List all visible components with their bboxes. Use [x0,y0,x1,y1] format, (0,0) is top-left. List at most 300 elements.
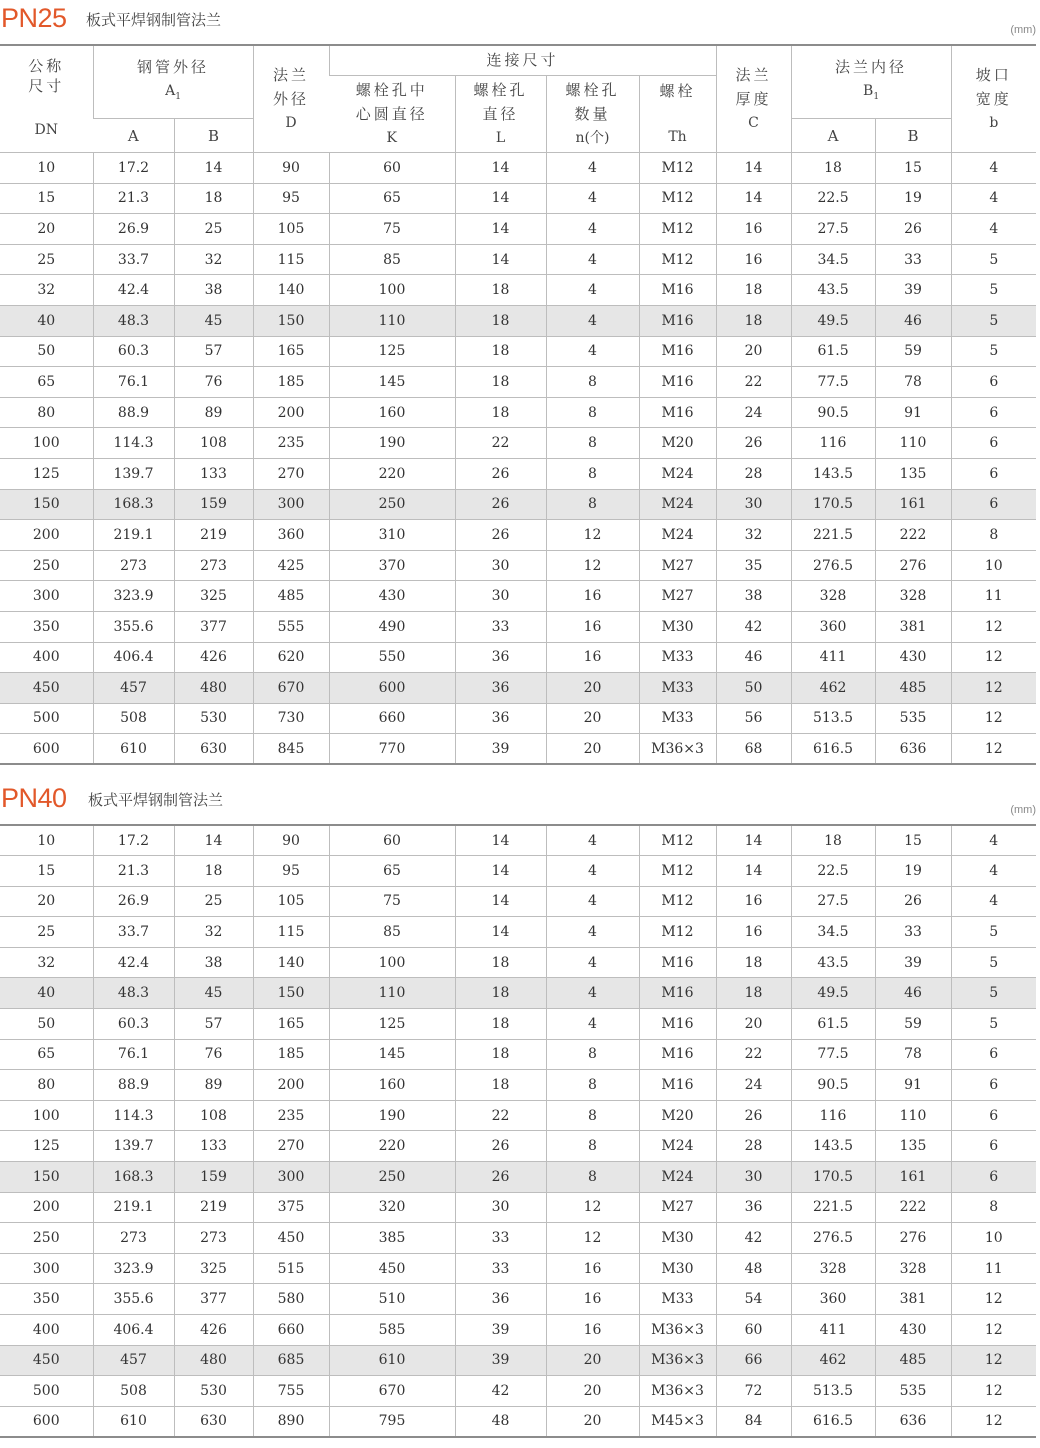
bolt-circle-header [329,75,455,153]
pipe-od-b-cell: 25 [174,886,253,917]
pipe-od-a-cell: 17.2 [93,825,174,856]
bolt-count-cell: 20 [546,734,639,765]
flange-id-col-a: A [791,119,875,153]
dn-cell: 65 [0,367,93,398]
bolt-hole-cell: 30 [455,1192,546,1223]
bevel-cell: 6 [951,458,1036,489]
flange-id-a-cell: 27.5 [791,886,875,917]
bolt-hole-header [455,75,546,153]
pipe-od-b-cell: 273 [174,1223,253,1254]
flange-id-a-cell: 276.5 [791,1223,875,1254]
bolt-hole-cell: 18 [455,1070,546,1101]
bolt-count-cell: 12 [546,520,639,551]
flange-od-cell: 270 [253,1131,329,1162]
flange-id-b-cell: 46 [875,978,951,1009]
flange-od-cell: 165 [253,336,329,367]
flange-id-a-cell: 170.5 [791,489,875,520]
flange-od-cell: 425 [253,550,329,581]
bevel-cell: 5 [951,275,1036,306]
flange-id-a-cell: 27.5 [791,214,875,245]
bolt-hole-cell: 18 [455,397,546,428]
pipe-od-b-cell: 57 [174,1009,253,1040]
flange-id-b-cell: 222 [875,520,951,551]
bevel-cell: 5 [951,978,1036,1009]
thickness-cell: 72 [716,1376,791,1407]
thickness-cell: 14 [716,153,791,184]
bevel-cell: 12 [951,1315,1036,1346]
flange-od-cell: 165 [253,1009,329,1040]
pipe-od-header-label: 钢管外径 [137,58,210,77]
thickness-cell: 36 [716,1192,791,1223]
dn-cell: 200 [0,1192,93,1223]
thickness-cell: 14 [716,183,791,214]
bolt-count-cell: 8 [546,1131,639,1162]
flange-id-header-symbol: $B_1$ [863,83,880,102]
flange-id-b-cell: 59 [875,336,951,367]
dn-header [0,45,93,153]
bevel-cell: 12 [951,1376,1036,1407]
thickness-cell: 28 [716,1131,791,1162]
flange-od-cell: 150 [253,978,329,1009]
flange-id-b-cell: 39 [875,275,951,306]
pipe-od-b-cell: 219 [174,520,253,551]
flange-od-cell: 200 [253,1070,329,1101]
table-row [0,1162,1036,1193]
dn-cell: 400 [0,1315,93,1346]
bolt-circle-cell: 145 [329,367,455,398]
pn40-unit: (mm) [1010,804,1036,816]
flange-id-a-cell: 116 [791,428,875,459]
bolt-count-cell: 20 [546,1376,639,1407]
bevel-cell: 12 [951,673,1036,704]
flange-id-a-cell: 462 [791,673,875,704]
pipe-od-b-cell: 630 [174,1406,253,1437]
dn-cell: 450 [0,1345,93,1376]
table-row [0,367,1036,398]
pipe-od-a-cell: 273 [93,1223,174,1254]
bolt-count-cell: 16 [546,581,639,612]
dn-cell: 32 [0,275,93,306]
table-row [0,1070,1036,1101]
flange-id-b-cell: 430 [875,642,951,673]
flange-id-b-cell: 91 [875,397,951,428]
table-row [0,397,1036,428]
thickness-cell: 54 [716,1284,791,1315]
bolt-hole-cell: 18 [455,1039,546,1070]
pipe-od-b-cell: 377 [174,611,253,642]
bolt-cell: M24 [639,1162,716,1193]
pipe-od-b-cell: 133 [174,1131,253,1162]
bolt-hole-cell: 30 [455,550,546,581]
pipe-od-a-cell: 76.1 [93,1039,174,1070]
flange-od-cell: 140 [253,275,329,306]
pipe-od-b-cell: 159 [174,489,253,520]
bolt-count-cell: 8 [546,1162,639,1193]
bolt-hole-cell: 39 [455,734,546,765]
bolt-cell: M12 [639,153,716,184]
table-row [0,1406,1036,1437]
table-row [0,1192,1036,1223]
pipe-od-a-cell: 355.6 [93,1284,174,1315]
pipe-od-a-cell: 406.4 [93,642,174,673]
bevel-cell: 4 [951,153,1036,184]
bolt-cell: M16 [639,1009,716,1040]
bolt-circle-cell: 75 [329,214,455,245]
bolt-count-cell: 16 [546,1253,639,1284]
flange-id-a-cell: 90.5 [791,1070,875,1101]
bolt-hole-cell: 14 [455,856,546,887]
flange-id-header-label: 法兰内径 [835,58,908,77]
flange-od-cell: 105 [253,214,329,245]
bolt-count-cell: 12 [546,550,639,581]
pipe-od-a-cell: 139.7 [93,1131,174,1162]
bolt-hole-cell: 18 [455,1009,546,1040]
bolt-cell: M36×3 [639,1345,716,1376]
pn40-label: PN40 [1,783,67,813]
pipe-od-a-cell: 168.3 [93,1162,174,1193]
flange-od-cell: 300 [253,1162,329,1193]
flange-id-b-cell: 33 [875,917,951,948]
pipe-od-b-cell: 325 [174,1253,253,1284]
dn-cell: 400 [0,642,93,673]
flange-od-header [253,45,329,153]
pipe-od-a-cell: 26.9 [93,214,174,245]
bolt-cell: M12 [639,214,716,245]
bevel-cell: 6 [951,367,1036,398]
flange-id-a-cell: 276.5 [791,550,875,581]
bolt-circle-cell: 85 [329,917,455,948]
bolt-count-cell: 4 [546,856,639,887]
thickness-cell: 24 [716,397,791,428]
bolt-hole-cell: 33 [455,1253,546,1284]
bolt-cell: M36×3 [639,1315,716,1346]
dn-cell: 100 [0,428,93,459]
table-row [0,336,1036,367]
bolt-cell: M30 [639,611,716,642]
dn-cell: 25 [0,244,93,275]
pipe-od-b-cell: 14 [174,825,253,856]
dn-cell: 40 [0,978,93,1009]
dn-cell: 15 [0,856,93,887]
table-row [0,520,1036,551]
bolt-hole-cell: 30 [455,581,546,612]
flange-od-header-symbol: D [285,115,297,131]
pipe-od-a-cell: 139.7 [93,458,174,489]
bolt-hole-cell: 36 [455,642,546,673]
bolt-hole-cell: 18 [455,275,546,306]
table-row [0,673,1036,704]
bolt-hole-cell: 42 [455,1376,546,1407]
pipe-od-header [93,45,253,119]
dn-cell: 50 [0,336,93,367]
pipe-od-a-cell: 457 [93,673,174,704]
flange-id-b-cell: 485 [875,1345,951,1376]
pipe-od-a-cell: 48.3 [93,978,174,1009]
thickness-header-label: 法兰厚度 [735,66,772,108]
thickness-cell: 84 [716,1406,791,1437]
flange-id-b-cell: 161 [875,1162,951,1193]
pipe-od-b-cell: 57 [174,336,253,367]
flange-od-cell: 185 [253,367,329,398]
flange-id-b-cell: 26 [875,214,951,245]
thickness-cell: 18 [716,305,791,336]
bevel-cell: 12 [951,1284,1036,1315]
bolt-count-cell: 4 [546,947,639,978]
bolt-circle-cell: 370 [329,550,455,581]
dn-cell: 10 [0,825,93,856]
flange-id-a-cell: 61.5 [791,1009,875,1040]
pipe-od-b-cell: 480 [174,673,253,704]
table-row [0,1131,1036,1162]
bolt-hole-cell: 26 [455,1131,546,1162]
bevel-cell: 4 [951,214,1036,245]
bevel-cell: 5 [951,947,1036,978]
flange-id-a-cell: 116 [791,1100,875,1131]
bevel-cell: 4 [951,886,1036,917]
bolt-count-cell: 8 [546,1070,639,1101]
bolt-count-cell: 20 [546,673,639,704]
pipe-od-header-symbol: $A_1$ [165,83,181,102]
dn-cell: 250 [0,550,93,581]
flange-od-cell: 90 [253,153,329,184]
bolt-hole-cell: 48 [455,1406,546,1437]
bolt-cell: M27 [639,550,716,581]
pipe-od-a-cell: 21.3 [93,856,174,887]
flange-id-b-cell: 135 [875,1131,951,1162]
flange-id-b-cell: 276 [875,550,951,581]
thickness-cell: 46 [716,642,791,673]
pipe-od-a-cell: 60.3 [93,1009,174,1040]
bevel-cell: 12 [951,703,1036,734]
bolt-count-header-label: 螺栓孔数量 [565,80,620,123]
flange-od-cell: 115 [253,244,329,275]
pipe-od-col-b: B [174,119,253,153]
bolt-cell: M12 [639,825,716,856]
dn-cell: 350 [0,611,93,642]
table-row [0,1039,1036,1070]
bolt-count-cell: 4 [546,214,639,245]
pipe-od-a-cell: 17.2 [93,153,174,184]
flange-od-cell: 115 [253,917,329,948]
flange-id-b-cell: 535 [875,1376,951,1407]
bolt-hole-cell: 18 [455,305,546,336]
bevel-header [951,45,1036,153]
bevel-cell: 12 [951,734,1036,765]
flange-id-col-b: B [875,119,951,153]
pipe-od-b-cell: 219 [174,1192,253,1223]
flange-id-b-cell: 46 [875,305,951,336]
thickness-cell: 30 [716,489,791,520]
bevel-cell: 6 [951,1070,1036,1101]
bolt-cell: M33 [639,703,716,734]
bolt-circle-cell: 550 [329,642,455,673]
bevel-cell: 4 [951,183,1036,214]
pipe-od-b-cell: 89 [174,1070,253,1101]
flange-id-a-cell: 43.5 [791,947,875,978]
bolt-hole-cell: 39 [455,1315,546,1346]
bolt-hole-header-symbol: L [495,129,506,146]
thickness-cell: 14 [716,856,791,887]
flange-id-a-cell: 616.5 [791,734,875,765]
dn-cell: 20 [0,214,93,245]
bolt-cell: M12 [639,244,716,275]
bolt-cell: M16 [639,1070,716,1101]
flange-od-cell: 845 [253,734,329,765]
table-row [0,642,1036,673]
bolt-circle-cell: 310 [329,520,455,551]
bevel-cell: 12 [951,611,1036,642]
bolt-count-cell: 4 [546,244,639,275]
bolt-circle-cell: 125 [329,336,455,367]
bolt-circle-cell: 660 [329,703,455,734]
bolt-circle-cell: 110 [329,978,455,1009]
bolt-count-header-symbol: n(个) [575,129,610,146]
bolt-hole-cell: 14 [455,825,546,856]
pipe-od-a-cell: 76.1 [93,367,174,398]
bevel-cell: 11 [951,1253,1036,1284]
thickness-header [716,45,791,153]
flange-od-cell: 670 [253,673,329,704]
dn-cell: 350 [0,1284,93,1315]
bevel-cell: 6 [951,1039,1036,1070]
bolt-cell: M24 [639,489,716,520]
bolt-circle-cell: 610 [329,1345,455,1376]
dn-cell: 80 [0,397,93,428]
bevel-cell: 5 [951,244,1036,275]
table-row [0,611,1036,642]
dn-cell: 250 [0,1223,93,1254]
dn-cell: 20 [0,886,93,917]
pipe-od-a-cell: 48.3 [93,305,174,336]
thickness-cell: 26 [716,1100,791,1131]
bolt-cell: M30 [639,1223,716,1254]
flange-od-cell: 90 [253,825,329,856]
bolt-cell: M36×3 [639,1376,716,1407]
pipe-od-a-cell: 610 [93,1406,174,1437]
pn40-subtitle: 板式平焊钢制管法兰 [88,791,224,809]
flange-id-b-cell: 110 [875,1100,951,1131]
bolt-hole-cell: 18 [455,367,546,398]
bolt-hole-cell: 22 [455,1100,546,1131]
flange-od-cell: 620 [253,642,329,673]
flange-id-a-cell: 170.5 [791,1162,875,1193]
pipe-od-b-cell: 18 [174,183,253,214]
thickness-cell: 26 [716,428,791,459]
flange-id-a-cell: 328 [791,1253,875,1284]
dn-cell: 32 [0,947,93,978]
flange-od-cell: 235 [253,1100,329,1131]
bolt-count-cell: 4 [546,917,639,948]
bolt-circle-cell: 430 [329,581,455,612]
table-row [0,489,1036,520]
bolt-cell: M27 [639,581,716,612]
dn-cell: 500 [0,703,93,734]
flange-id-a-cell: 143.5 [791,458,875,489]
bolt-cell: M20 [639,428,716,459]
table-row [0,734,1036,765]
flange-id-b-cell: 15 [875,153,951,184]
flange-od-header-label: 法兰外径 [273,66,310,108]
thickness-cell: 42 [716,611,791,642]
thickness-cell: 18 [716,947,791,978]
bolt-cell: M16 [639,397,716,428]
flange-id-b-cell: 39 [875,947,951,978]
dn-header-label: 公称尺寸 [28,57,65,95]
bolt-circle-cell: 85 [329,244,455,275]
flange-id-a-cell: 616.5 [791,1406,875,1437]
flange-id-a-cell: 22.5 [791,856,875,887]
flange-id-b-cell: 110 [875,428,951,459]
bolt-hole-cell: 36 [455,703,546,734]
bolt-circle-cell: 145 [329,1039,455,1070]
flange-id-b-cell: 430 [875,1315,951,1346]
table-row [0,1376,1036,1407]
flange-id-a-cell: 143.5 [791,1131,875,1162]
dn-cell: 150 [0,1162,93,1193]
thickness-cell: 50 [716,673,791,704]
flange-id-a-cell: 360 [791,1284,875,1315]
bolt-hole-cell: 33 [455,1223,546,1254]
flange-id-a-cell: 18 [791,825,875,856]
bolt-cell: M27 [639,1192,716,1223]
flange-id-b-cell: 19 [875,856,951,887]
bolt-count-cell: 12 [546,1223,639,1254]
bolt-circle-cell: 600 [329,673,455,704]
flange-id-a-cell: 462 [791,1345,875,1376]
thickness-cell: 16 [716,886,791,917]
bolt-cell: M16 [639,367,716,398]
flange-id-b-cell: 33 [875,244,951,275]
bolt-count-cell: 4 [546,153,639,184]
flange-id-b-cell: 222 [875,1192,951,1223]
bolt-cell: M12 [639,856,716,887]
thickness-cell: 22 [716,1039,791,1070]
bolt-count-cell: 12 [546,1192,639,1223]
pipe-od-b-cell: 133 [174,458,253,489]
bolt-circle-cell: 100 [329,947,455,978]
pipe-od-a-cell: 508 [93,1376,174,1407]
flange-id-a-cell: 360 [791,611,875,642]
flange-id-header [791,45,951,119]
bolt-hole-cell: 18 [455,978,546,1009]
pipe-od-b-cell: 108 [174,1100,253,1131]
flange-od-cell: 95 [253,183,329,214]
dn-cell: 80 [0,1070,93,1101]
table-row [0,978,1036,1009]
thickness-cell: 66 [716,1345,791,1376]
dn-cell: 40 [0,305,93,336]
flange-od-cell: 450 [253,1223,329,1254]
bevel-cell: 6 [951,428,1036,459]
pipe-od-a-cell: 355.6 [93,611,174,642]
bolt-cell: M16 [639,275,716,306]
bolt-hole-cell: 14 [455,244,546,275]
flange-id-b-cell: 26 [875,886,951,917]
table-row [0,1284,1036,1315]
bolt-circle-cell: 160 [329,397,455,428]
bolt-circle-cell: 190 [329,428,455,459]
bolt-cell: M16 [639,947,716,978]
pipe-od-a-cell: 26.9 [93,886,174,917]
bolt-cell: M45×3 [639,1406,716,1437]
table-row [0,214,1036,245]
bolt-header-symbol: Th [668,128,687,145]
bolt-hole-cell: 18 [455,947,546,978]
bolt-cell: M16 [639,978,716,1009]
pipe-od-b-cell: 530 [174,703,253,734]
flange-od-cell: 555 [253,611,329,642]
flange-od-cell: 95 [253,856,329,887]
